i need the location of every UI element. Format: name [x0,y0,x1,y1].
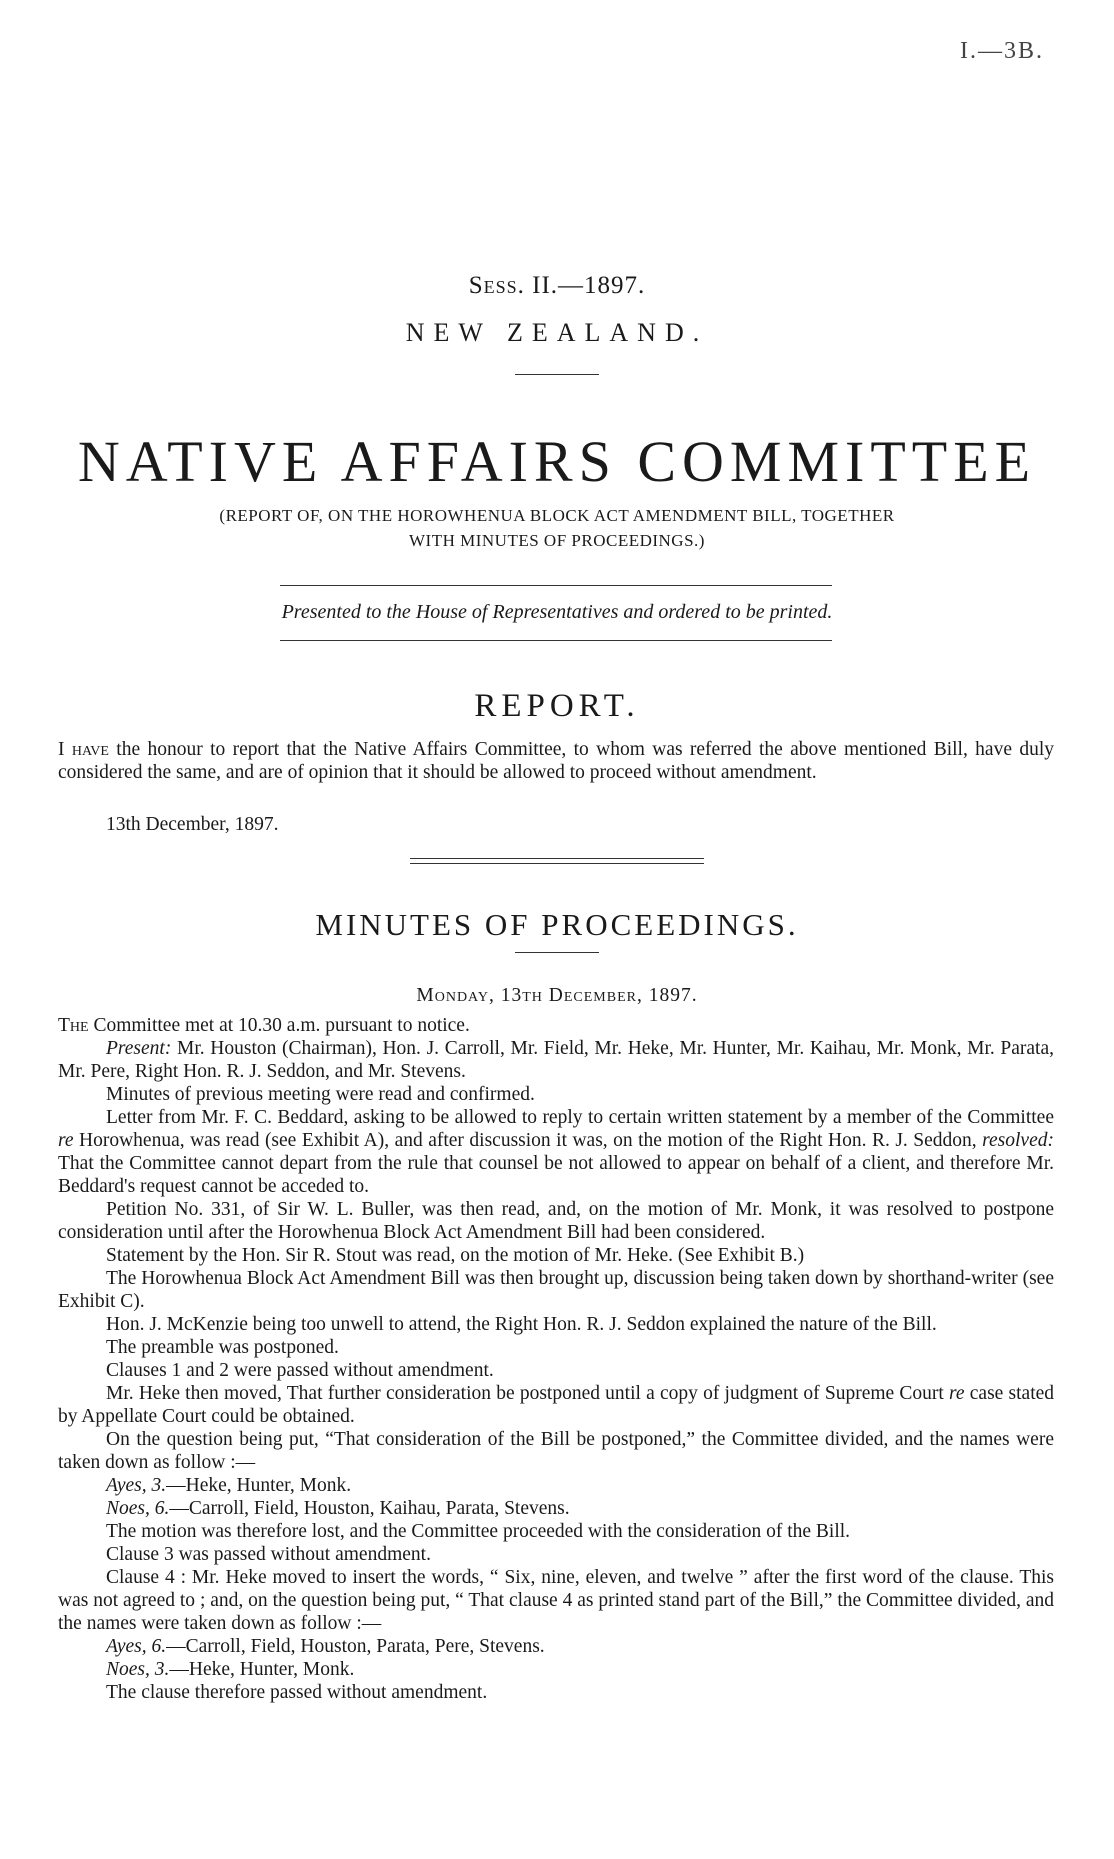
report-heading: REPORT. [474,688,640,724]
paragraph-text: Committee met at 10.30 a.m. pursuant to notice. [93,1015,470,1036]
report-body [58,738,1054,784]
minutes-paragraph [58,1014,1054,1037]
country-line: NEW ZEALAND. [405,318,709,347]
report-text: the honour to report that the Native Affairs Committee, to whom was referred the above mentioned Bill, have duly considered the same, and are of opinion that it should be allowed to proceed without amendment. [58,739,1055,783]
paragraph-text: Horowhenua, was read (see Exhibit A), and after discussion it was, on the motion of the Right Hon. R. J. Seddon, [79,1130,977,1151]
report-date: 13th December, 1897. [106,814,279,835]
report-lead: I have [58,739,109,760]
vote-label: Ayes, 3. [106,1475,167,1496]
vote-ayes [58,1474,1054,1497]
minutes-paragraph: Statement by the Hon. Sir R. Stout was read, on the motion of Mr. Heke. (See Exhibit B.) [106,1245,805,1266]
minutes-paragraph: The clause therefore passed without amendment. [106,1682,488,1703]
minutes-heading: MINUTES OF PROCEEDINGS. [315,907,799,942]
vote-names: —Carroll, Field, Houston, Parata, Pere, Stevens. [166,1636,545,1657]
minutes-paragraph: The Horowhenua Block Act Amendment Bill was then brought up, discussion being taken down by shorthand-writer (see Exhibit C). [58,1268,1054,1312]
paragraph-text: That the Committee cannot depart from the rule that counsel be not allowed to appear on behalf of a client, and therefore Mr. Beddard's request cannot be acceded to. [58,1153,1054,1197]
minutes-paragraph: Hon. J. McKenzie being too unwell to attend, the Right Hon. R. J. Seddon explained the nature of the Bill. [106,1314,937,1335]
present-label: Present: [106,1038,172,1059]
divider-short [515,374,599,375]
minutes-paragraph [58,1106,1054,1198]
minutes-paragraph [58,1037,1054,1083]
paragraph-text: Mr. Heke then moved, That further consideration be postponed until a copy of judgment of Supreme Court [106,1383,944,1404]
main-title: NATIVE AFFAIRS COMMITTEE [77,429,1037,494]
minutes-paragraph: Clause 3 was passed without amendment. [106,1544,431,1565]
minutes-paragraph: Minutes of previous meeting were read and confirmed. [106,1084,535,1105]
subtitle [130,503,984,553]
minutes-body [58,1014,1054,1704]
minutes-paragraph: On the question being put, “That consideration of the Bill be postponed,” the Committee divided, and the names were taken down as follow :— [58,1429,1054,1473]
document-reference: I.—3B. [960,38,1044,64]
subtitle-line-2: WITH MINUTES OF PROCEEDINGS.) [409,531,705,550]
paragraph-text: case stated by Appellate Court could be obtained. [58,1383,1055,1427]
minutes-paragraph: The preamble was postponed. [106,1337,339,1358]
italic-text: resolved: [982,1130,1054,1151]
paragraph-text: Letter from Mr. F. C. Beddard, asking to be allowed to reply to certain written statement by a member of the Committee [106,1107,1054,1128]
subtitle-line-1: (REPORT OF, ON THE HOROWHENUA BLOCK ACT AMENDMENT BILL, TOGETHER [219,506,895,525]
italic-text: re [949,1383,965,1404]
vote-names: —Carroll, Field, Houston, Kaihau, Parata, Stevens. [169,1498,570,1519]
minutes-paragraph: Petition No. 331, of Sir W. L. Buller, was then read, and, on the motion of Mr. Monk, it was resolved to postpone consideration until after the Horowhenua Block Act Amendment Bill had been considered. [58,1199,1054,1243]
vote-label: Noes, 3. [106,1659,170,1680]
minutes-paragraph: Clauses 1 and 2 were passed without amendment. [106,1360,494,1381]
double-rule-bottom [410,863,704,864]
minutes-lead: The [58,1015,89,1036]
minutes-paragraph: The motion was therefore lost, and the Committee proceeded with the consideration of the Bill. [106,1521,851,1542]
vote-noes [58,1497,1054,1520]
vote-ayes [58,1635,1054,1658]
minutes-paragraph: Clause 4 : Mr. Heke moved to insert the words, “ Six, nine, eleven, and twelve ” after the first word of the clause. This was not agreed to ; and, on the question being put, “ That clause 4 as printed stand part of the Bill,” the Committee divided, and the names were taken down as follow :— [58,1567,1054,1634]
session-line: Sess. II.—1897. [468,272,646,299]
vote-noes [58,1658,1054,1681]
presented-line: Presented to the House of Representatives and ordered to be printed. [281,601,833,623]
vote-names: —Heke, Hunter, Monk. [166,1475,352,1496]
vote-label: Ayes, 6. [106,1636,167,1657]
paragraph-text: Mr. Houston (Chairman), Hon. J. Carroll, Mr. Field, Mr. Heke, Mr. Hunter, Mr. Kaihau, Mr. Monk, Mr. Parata, Mr. Pere, Right Hon. R. J. Seddon, and Mr. Stevens. [58,1038,1055,1082]
meeting-date: Monday, 13th December, 1897. [416,985,698,1006]
divider-minutes [515,952,599,953]
vote-names: —Heke, Hunter, Monk. [169,1659,355,1680]
minutes-paragraph [58,1382,1054,1428]
double-rule-top [410,858,704,859]
vote-label: Noes, 6. [106,1498,170,1519]
divider-top [280,585,832,586]
italic-text: re [58,1130,74,1151]
divider-bottom [280,640,832,641]
